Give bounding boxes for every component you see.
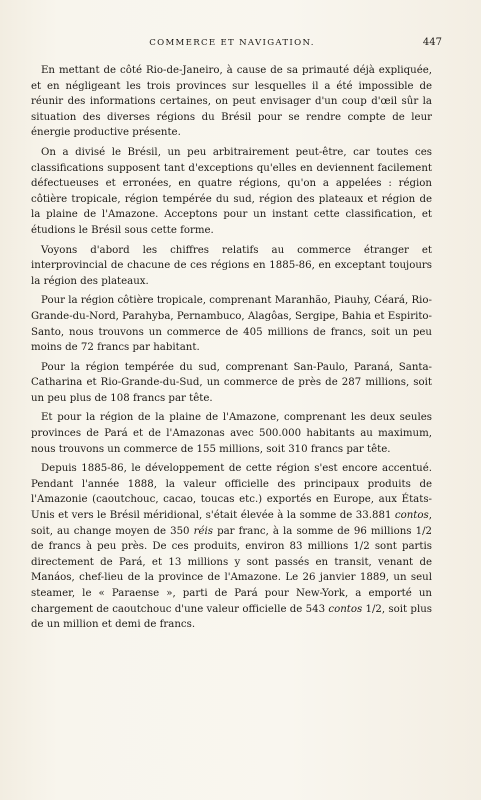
paragraph-development bbox=[31, 461, 432, 633]
body-text bbox=[31, 63, 432, 637]
paragraph-regions: On a divisé le Brésil, un peu arbitrairement peut-être, car toutes ces classifications supposent tant d'exceptions qu'elles en deviennent facilement défectueuses et erronées, en quatre régions, qu'on a appelées : région côtière tropicale, région tempérée du sud, région des plateaux et région de la plaine de l'Amazone. Acceptons pour un instant cette classification, et étudions le Brésil sous cette forme. bbox=[31, 146, 432, 236]
text-segment: 1/2, soit plus de un million et demi de francs. bbox=[31, 603, 432, 631]
paragraph-amazon-region: Et pour la région de la plaine de l'Amazone, comprenant les deux seules provinces de Pará et de l'Amazonas avec 500.000 habitants au maximum, nous trouvons un commerce de 155 millions, soit 310 francs par tête. bbox=[31, 412, 432, 455]
italic-term: contos bbox=[328, 603, 363, 615]
italic-term: réis bbox=[193, 525, 213, 537]
text-segment: par franc, à la somme de 96 millions 1/2 de francs à peu près. De ces produits, environ 83 millions 1/2 sont partis directement de Pará, et 13 millions y sont passés en transit, venant de Manáos, chef-lieu de la province de l'Amazone. Le 26 janvier 1889, un seul steamer, le « Paraense », parti de Pará pour New-York, a emporté un chargement de caoutchouc d'une valeur officielle de 543 bbox=[31, 525, 432, 615]
text-segment: Depuis 1885-86, le développement de cette région s'est encore accentué. Pendant l'année 1888, la valeur officielle des principaux produits de l'Amazonie (caoutchouc, cacao, toucas etc.) exportés en Europe, aux États-Unis et vers le Brésil méridional, s'était élevée à la somme de 33.881 bbox=[31, 463, 432, 522]
page-header bbox=[32, 37, 442, 52]
paragraph-southern-region: Pour la région tempérée du sud, comprenant San-Paulo, Paraná, Santa-Catharina et Rio-Grande-du-Sud, un commerce de près de 287 millions, soit un peu plus de 108 francs par tête. bbox=[31, 361, 432, 404]
text-segment: , soit, au change moyen de 350 bbox=[31, 510, 432, 537]
paragraph-intro: En mettant de côté Rio-de-Janeiro, à cause de sa primauté déjà expliquée, et en négligeant les trois provinces sur lesquelles il a été impossible de réunir des informations certaines, on peut envisager d'un coup d'œil sûr la situation des diverses régions du Brésil pour se rendre compte de leur énergie productive présente. bbox=[31, 65, 432, 139]
running-head: COMMERCE ET NAVIGATION. bbox=[149, 38, 315, 48]
italic-term: contos bbox=[394, 510, 429, 522]
page-number: 447 bbox=[422, 37, 442, 48]
paragraph-figures: Voyons d'abord les chiffres relatifs au commerce étranger et interprovincial de chacune de ces régions en 1885-86, en exceptant toujours la région des plateaux. bbox=[31, 244, 432, 287]
paragraph-tropical-region: Pour la région côtière tropicale, comprenant Maranhão, Piauhy, Céará, Rio-Grande-du-Nord, Parahyba, Pernambuco, Alagôas, Sergipe, Bahia et Espirito-Santo, nous trouvons un commerce de 405 millions de francs, soit un peu moins de 72 francs par habitant. bbox=[31, 295, 432, 354]
